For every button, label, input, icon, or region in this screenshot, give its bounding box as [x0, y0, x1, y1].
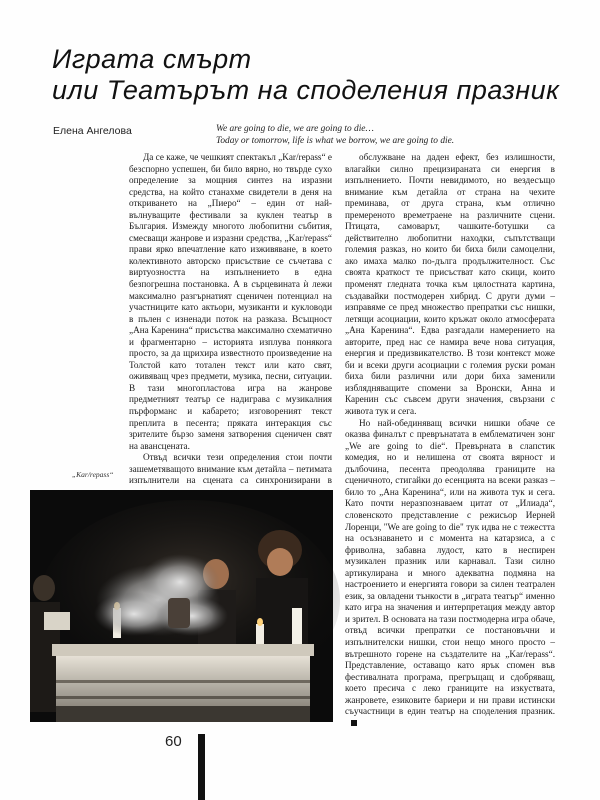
paragraph: Да се каже, че чешкият спектакъл „Kar/repass“ е безспорно успешен, би било вярно, но твърде сухо определение за мощния синтез на изразни средства, на който станахме свидетели в деня на откриването на „Пиеро“ – един от най-вълнуващите фестивали за куклен театър в България. Измежду многото любопитни събития, смесващи жанрове и изразни средства, „Kar/repass“ прави ярко впечатление като изживяване, в което колективното авторско присъствие се съчетава с виртуозността на изпълнението в една безпогрешна постановка. А в сърцевината ѝ лежи максимално разгърнатият сценичен потенциал на участниците като актьори, музиканти и кукловоди в пълен с изненади поток на разказа. Всъщност „Ана Каренина“ присъства максимално схематично и фрагментарно – историята изплува понякога просто, за да щрихира известното произведение на Толстой като тотален текст или като свят, оживяващ чрез предмети, музика, песни, ситуации. В тази многопластова игра на жанрове предметният театър се надиграва с музикалния пърформанс и кабарето; изговореният текст преплита в песента; пряката интеракция със зрителите бързо заменя затворения сценичен свят на авансцената.	[129, 152, 332, 451]
paragraph	[345, 418, 555, 730]
text-column-middle	[129, 152, 332, 486]
paragraph-text: Но най-обединяващ всички нишки обаче се оказва финалът с преврънатата в емблематичен зонг „We are going to die“. Превърната в слапстик комедия, но и нелишена от своята вярност и дълбочина, песента преодолява границите на сценичното, стигайки до есенцията на всеки разказ – било то „Ана Каренина“, или на живота тук и сега. Като почти неразпознаваем цитат от „Илиада“, словенското представление с режисьор Иерней Лоренци, "We are going to die" тук идва не с тежестта на осъзнаването и с момента на катарзиса, а с фриволна, забавна лудост, като в неспирен музикален празник или карнавал. Тази силно артикулирана и много адекватна подмяна на настроението и енергията говори за силен театрален език, за овладени тънкости в „играта театър“ именно като игра на значения и интерпретация между автор и зрител. В основата на тази постмодерна игра обаче, отвъд всички препратки се постановъчни и изпълнителски нишки, стои нещо много просто – вътрешното горене на създателите на „Kar/repass“. Представление, оставащо като ярък спомен във фестивалната програма, прегръщащ и сдобряващ, което пресича с леко границите на изкуствата, жанровете, езиковите бариери и ни прави истински съучастници в един театър на споделения празник.	[345, 417, 555, 717]
page-number: 60	[165, 733, 182, 750]
end-of-article-mark	[351, 720, 357, 726]
article-author: Елена Ангелова	[53, 125, 132, 137]
article-title-line-1: Играта смърт	[52, 44, 252, 74]
photo-caption: „Kar/repass“	[72, 470, 114, 479]
paragraph: обслужване на даден ефект, без излишности, влагайки силно прецизираната си енергия в изпълнението. Почти невидимото, но вездесъщо внимание към детайла от страна на чехите преминава, от друга страна, към отлично премереното времетраене на различните сцени. Птицата, самоварът, чашките-ботушки са действително любопитни находки, съпътстващи големия разказ, но които би биха били самоцелни, ако имаха малко по-дълга продължителност. Със своята краткост те присъстват като скици, които променят гледната точка към цялостната картина, създавайки постмодерен хибрид. С други думи – изправяме се пред множество препратки със нишки, летящи асоциации, които кръжат около атмосферата „Ана Каренина“. Едва разгадали намерението на авторите, пред нас се намира вече нова ситуация, енергия и предизвикателство. В този контекст може би и всеки други асоциации с големия руски роман биха били различни или дори биха заменили изблядняващите спомени за Вронски, Анна и Каренин със съвсем други значения, свързани с живота тук и сега.	[345, 152, 555, 417]
epigraph-line-1: We are going to die, we are going to die…	[216, 124, 374, 134]
text-column-right	[345, 152, 555, 752]
stage-photo-image	[30, 490, 333, 722]
paragraph: Отвъд всички тези определения стои почти зашеметяващото внимание към детайла – петимата изпълнители на сцената са синхронизирани в	[129, 452, 332, 486]
article-title	[52, 44, 572, 106]
epigraph-line-2: Today or tomorrow, life is what we borrow, we are going to die.	[216, 136, 455, 146]
stage-photo	[30, 490, 333, 722]
page-divider-bar	[198, 734, 205, 800]
epigraph	[216, 123, 556, 147]
article-title-line-2: или Театърът на споделения празник	[52, 75, 560, 105]
